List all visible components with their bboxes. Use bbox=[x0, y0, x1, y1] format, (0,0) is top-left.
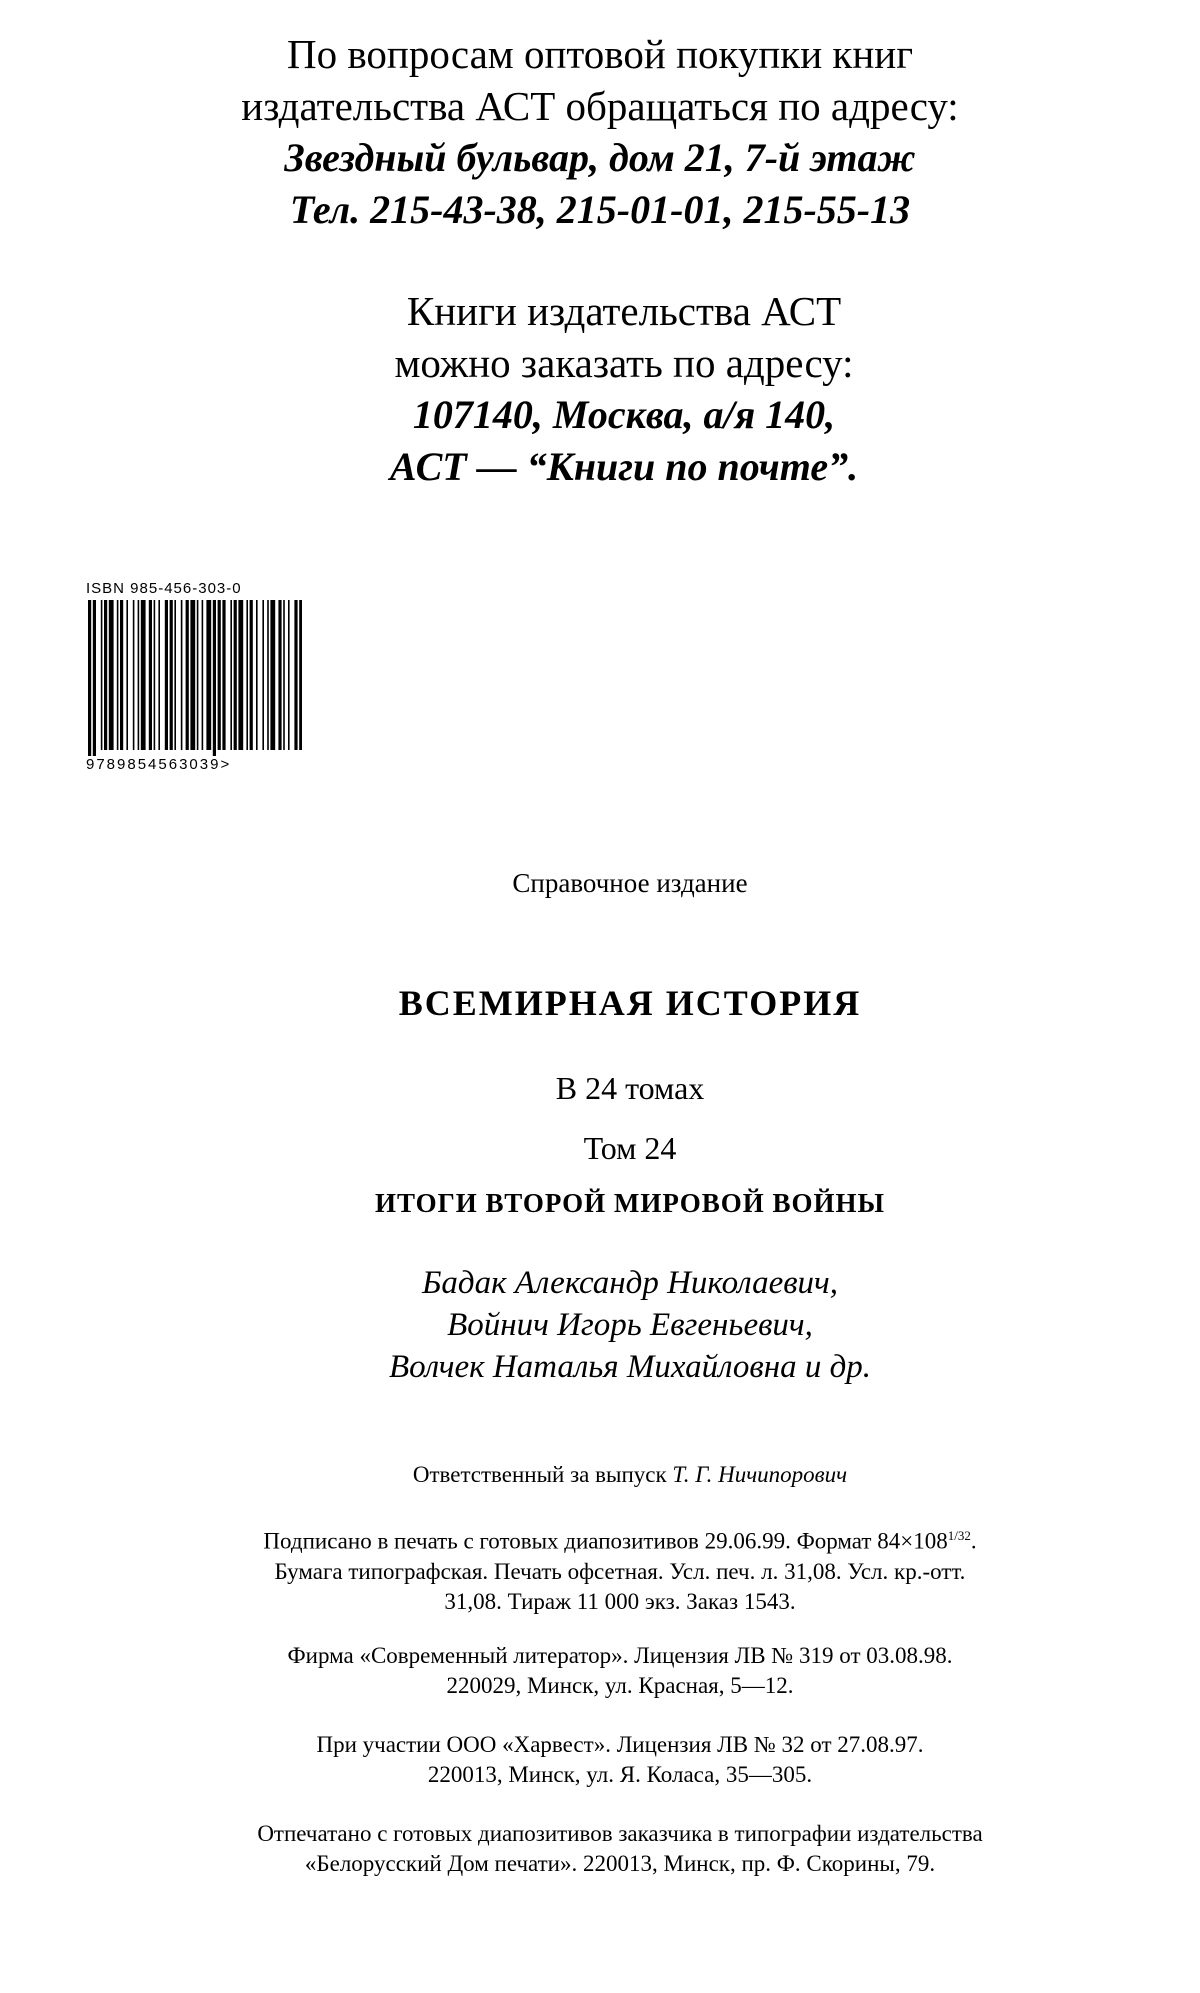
barcode-bar bbox=[197, 600, 199, 750]
authors-list bbox=[30, 1262, 1200, 1388]
barcode-bar bbox=[299, 600, 302, 750]
barcode-bar bbox=[174, 600, 176, 750]
barcode-bar bbox=[246, 600, 248, 750]
mail-order-address-1: 107140, Москва, а/я 140, bbox=[412, 392, 836, 437]
barcode-bar bbox=[278, 600, 281, 750]
wholesale-phones: Тел. 215-43-38, 215-01-01, 215-55-13 bbox=[289, 187, 911, 232]
imprint-signed-line-1: Подписано в печать с готовых диапозитивов 29.06.99. Формат $84\times 108^{1/32}$. bbox=[263, 1528, 977, 1554]
imprint-firm-line-2: 220029, Минск, ул. Красная, 5—12. bbox=[446, 1673, 794, 1698]
barcode-bar bbox=[117, 600, 119, 750]
responsible-editor bbox=[30, 1462, 1200, 1488]
barcode-bar bbox=[93, 600, 96, 760]
mail-order-address-2: АСТ — “Книги по почте”. bbox=[389, 444, 859, 489]
barcode-bar bbox=[218, 600, 221, 750]
barcode-bar bbox=[206, 600, 211, 750]
barcode-bar bbox=[238, 600, 243, 750]
barcode-graphic bbox=[88, 600, 302, 760]
barcode-bar bbox=[288, 600, 290, 750]
barcode-bar bbox=[181, 600, 183, 750]
barcode-bar bbox=[250, 600, 253, 750]
imprint-firm bbox=[20, 1641, 1200, 1701]
mail-order-line-1: Книги издательства АСТ bbox=[406, 288, 842, 334]
imprint-printed-line-1: Отпечатано с готовых диапозитивов заказчика в типографии издательства bbox=[257, 1821, 983, 1846]
volume-subtitle: ИТОГИ ВТОРОЙ МИРОВОЙ ВОЙНЫ bbox=[374, 1188, 886, 1218]
mail-order-line-2: можно заказать по адресу: bbox=[394, 340, 854, 386]
imprint-harvest-line-2: 220013, Минск, ул. Я. Коласа, 35—305. bbox=[427, 1762, 813, 1787]
barcode-bar bbox=[170, 600, 173, 750]
barcode-bar bbox=[202, 600, 204, 750]
volume-count: В 24 томах bbox=[555, 1070, 705, 1106]
isbn-barcode-block bbox=[86, 580, 326, 780]
imprint-printed-line-2: «Белорусский Дом печати». 220013, Минск, пр. Ф. Скорины, 79. bbox=[304, 1851, 936, 1876]
barcode-bar bbox=[104, 600, 107, 750]
imprint-signed-line-2: Бумага типографская. Печать офсетная. Усл. печ. л. 31,08. Усл. кр.-отт. bbox=[274, 1558, 966, 1584]
barcode-bar bbox=[120, 600, 123, 750]
wholesale-info bbox=[0, 28, 1200, 236]
barcode-bar bbox=[141, 600, 146, 750]
author-line-2: Войнич Игорь Евгеньевич, bbox=[447, 1307, 813, 1343]
book-title: ВСЕМИРНАЯ ИСТОРИЯ bbox=[398, 983, 862, 1023]
ean-label: 9789854563039> bbox=[86, 756, 232, 773]
format-fraction: 1/32 bbox=[947, 1528, 971, 1543]
wholesale-line-1: По вопросам оптовой покупки книг bbox=[286, 31, 914, 77]
imprint-signed-text-1: Подписано в печать с готовых диапозитивов 29.06.99. Формат 84×108 bbox=[263, 1528, 948, 1554]
barcode-bar bbox=[126, 600, 128, 750]
barcode-bar bbox=[149, 600, 152, 750]
barcode-bar bbox=[88, 600, 91, 760]
imprint-signed-line-3: 31,08. Тираж 11 000 экз. Заказ 1543. bbox=[444, 1588, 796, 1614]
imprint-printed bbox=[20, 1819, 1200, 1879]
barcode-bar bbox=[230, 600, 232, 750]
author-line-1: Бадак Александр Николаевич, bbox=[421, 1265, 839, 1301]
barcode-bar bbox=[158, 600, 160, 750]
barcode-bar bbox=[294, 600, 297, 750]
barcode-bar bbox=[186, 600, 189, 750]
mail-order-info bbox=[24, 285, 1200, 493]
barcode-bar bbox=[101, 600, 103, 750]
barcode-bar bbox=[154, 600, 156, 750]
wholesale-line-2: издательства АСТ обращаться по адресу: bbox=[241, 83, 959, 129]
barcode-bar bbox=[138, 600, 140, 750]
wholesale-address: Звездный бульвар, дом 21, 7-й этаж bbox=[284, 135, 916, 180]
barcode-bar bbox=[222, 600, 225, 750]
barcode-bar bbox=[256, 600, 258, 750]
barcode-bar bbox=[213, 600, 216, 760]
barcode-bar bbox=[165, 600, 168, 750]
barcode-bar bbox=[133, 600, 135, 750]
barcode-bar bbox=[262, 600, 264, 750]
barcode-bar bbox=[109, 600, 114, 750]
author-line-3: Волчек Наталья Михайловна и др. bbox=[388, 1349, 872, 1385]
responsible-label: Ответственный за выпуск bbox=[412, 1462, 667, 1487]
barcode-bar bbox=[190, 600, 195, 750]
volume-number: Том 24 bbox=[583, 1130, 677, 1166]
barcode-bar bbox=[270, 600, 275, 750]
barcode-bar bbox=[283, 600, 285, 750]
imprint-harvest-line-1: При участии ООО «Харвест». Лицензия ЛВ № 32 от 27.08.97. bbox=[316, 1732, 924, 1757]
barcode-bar bbox=[234, 600, 237, 750]
barcode-bar bbox=[267, 600, 269, 750]
responsible-name: Т. Г. Ничипорович bbox=[672, 1462, 848, 1487]
imprint-signed bbox=[20, 1521, 1200, 1617]
imprint-harvest bbox=[20, 1730, 1200, 1790]
imprint-firm-line-1: Фирма «Современный литератор». Лицензия ЛВ № 319 от 03.08.98. bbox=[287, 1643, 953, 1668]
isbn-label: ISBN 985-456-303-0 bbox=[86, 580, 242, 597]
edition-type: Справочное издание bbox=[512, 868, 748, 898]
